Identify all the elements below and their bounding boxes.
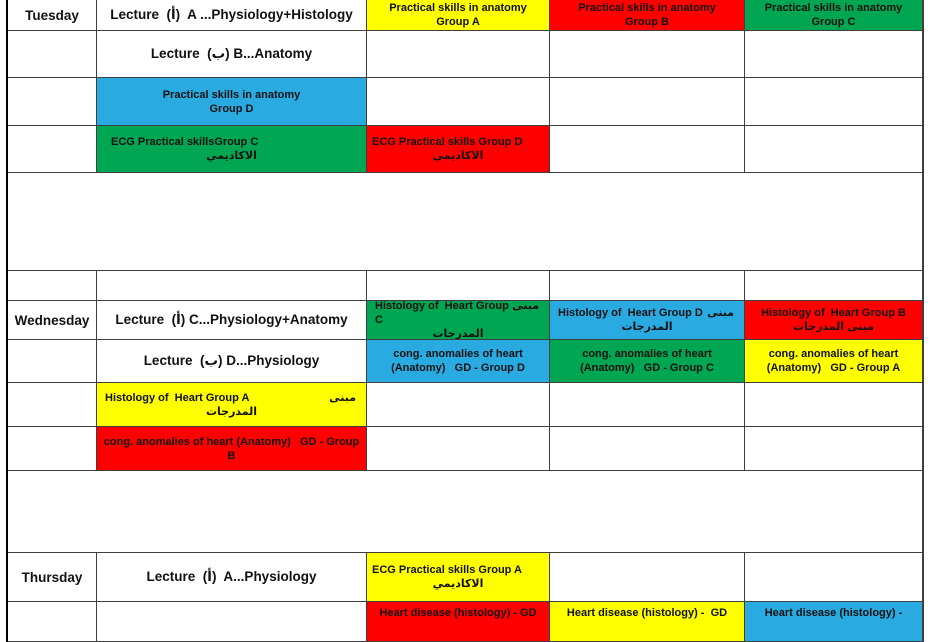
empty-day-cell	[8, 31, 97, 78]
course-cell-heart-disease-3	[745, 602, 923, 642]
lecture-cell-tuesday-2: Lecture (ب) B...Anatomy	[97, 31, 367, 78]
course-title-line	[97, 391, 366, 405]
course-cell-histology-d	[550, 301, 745, 340]
course-group: (Anatomy) GD - Group A	[766, 362, 901, 374]
course-group: Group A	[436, 16, 480, 28]
course-group: Group C	[811, 16, 856, 28]
course-title: cong. anomalies of heart	[768, 348, 899, 360]
course-cell-histology-b	[745, 301, 923, 340]
course-cell-practical-anatomy-d	[97, 78, 367, 126]
course-title: ECG Practical skills Group A	[372, 564, 522, 576]
course-group: Group B	[625, 16, 669, 28]
course-location-arabic: الاكاديمي	[432, 150, 484, 162]
course-title: Practical skills in anatomy	[162, 88, 301, 101]
empty-cell	[367, 271, 550, 301]
course-location-arabic: مبنى	[512, 301, 539, 312]
weekly-timetable	[6, 0, 924, 642]
empty-cell	[550, 553, 745, 602]
course-title: ECG Practical skills Group D	[372, 136, 523, 148]
empty-cell	[550, 31, 745, 78]
empty-day-cell	[8, 78, 97, 126]
course-location-arabic: مبنى	[707, 307, 734, 319]
course-location-arabic-2: المدرجات	[621, 321, 673, 333]
course-title: Practical skills in anatomy	[389, 2, 527, 14]
lecture-cell-tuesday-1: Lecture (أ) A ...Physiology+Histology	[97, 0, 367, 31]
course-cell-histology-c	[367, 301, 550, 340]
course-title: Heart disease (histology) - GD	[379, 607, 537, 619]
course-title: Practical skills in anatomy	[578, 2, 716, 14]
course-cell-cong-anomalies-c	[550, 340, 745, 383]
empty-day-cell	[8, 126, 97, 173]
course-cell-heart-disease-1	[367, 602, 550, 642]
empty-cell	[97, 271, 367, 301]
empty-cell	[97, 602, 367, 642]
empty-cell	[550, 427, 745, 471]
empty-cell	[550, 126, 745, 173]
empty-day-cell	[8, 602, 97, 642]
course-cell-cong-anomalies-d	[367, 340, 550, 383]
course-location-arabic-2: المدرجات	[205, 405, 258, 418]
course-title-line	[550, 306, 744, 320]
course-cell-ecg-c	[97, 126, 367, 173]
empty-cell	[745, 31, 923, 78]
empty-cell	[367, 427, 550, 471]
empty-cell	[745, 126, 923, 173]
empty-cell	[745, 553, 923, 602]
empty-cell	[550, 271, 745, 301]
empty-day-cell	[8, 427, 97, 471]
course-title: Heart disease (histology) -	[764, 607, 903, 619]
course-group: (Anatomy) GD - Group C	[580, 362, 714, 374]
course-title: cong. anomalies of heart	[582, 348, 712, 360]
course-title: Practical skills in anatomy	[764, 2, 903, 14]
empty-cell	[745, 271, 923, 301]
empty-cell	[367, 78, 550, 126]
empty-cell	[745, 78, 923, 126]
course-group: Group D	[209, 102, 254, 115]
empty-cell	[550, 383, 745, 427]
lecture-cell-thursday-1: Lecture (أ) A...Physiology	[97, 553, 367, 602]
course-cell-ecg-a	[367, 553, 550, 602]
course-group: B	[227, 449, 236, 462]
empty-day-cell	[8, 383, 97, 427]
empty-cell	[550, 78, 745, 126]
empty-day-cell	[8, 340, 97, 383]
course-title: Histology of Heart Group D	[558, 307, 703, 319]
empty-cell	[745, 383, 923, 427]
empty-cell	[745, 427, 923, 471]
day-cell-tuesday: Tuesday	[8, 0, 97, 31]
empty-cell	[367, 383, 550, 427]
lecture-cell-wednesday-1: Lecture (أ) C...Physiology+Anatomy	[97, 301, 367, 340]
course-title: cong. anomalies of heart (Anatomy) GD - Group	[103, 435, 360, 448]
day-cell-wednesday: Wednesday	[8, 301, 97, 340]
course-title: Histology of Heart Group B	[761, 307, 906, 319]
course-title: Histology of Heart Group C	[375, 301, 512, 326]
course-cell-practical-anatomy-c	[745, 0, 923, 31]
spacer-row	[8, 471, 923, 553]
course-cell-cong-anomalies-a	[745, 340, 923, 383]
empty-day-cell	[8, 271, 97, 301]
course-cell-ecg-d	[367, 126, 550, 173]
course-location-arabic: الاكاديمي	[206, 150, 257, 162]
course-group: (Anatomy) GD - Group D	[391, 362, 525, 374]
course-location-arabic-2: المدرجات	[432, 328, 484, 340]
course-cell-practical-anatomy-b	[550, 0, 745, 31]
course-title: Histology of Heart Group A	[105, 391, 250, 404]
course-cell-histology-a	[97, 383, 367, 427]
course-cell-practical-anatomy-a	[367, 0, 550, 31]
course-location-arabic: مبنى	[329, 391, 356, 404]
course-title: cong. anomalies of heart	[393, 348, 523, 360]
course-cell-heart-disease-2	[550, 602, 745, 642]
day-cell-thursday: Thursday	[8, 553, 97, 602]
empty-cell	[367, 31, 550, 78]
course-title: Heart disease (histology) - GD	[566, 607, 728, 619]
spacer-row	[8, 173, 923, 271]
course-title: ECG Practical skillsGroup C	[111, 136, 259, 148]
course-location-arabic: الاكاديمي	[432, 578, 484, 590]
course-title-line	[367, 301, 549, 327]
lecture-cell-wednesday-2: Lecture (ب) D...Physiology	[97, 340, 367, 383]
course-cell-cong-anomalies-b	[97, 427, 367, 471]
course-location-arabic: مبنى المدرجات	[792, 321, 875, 333]
